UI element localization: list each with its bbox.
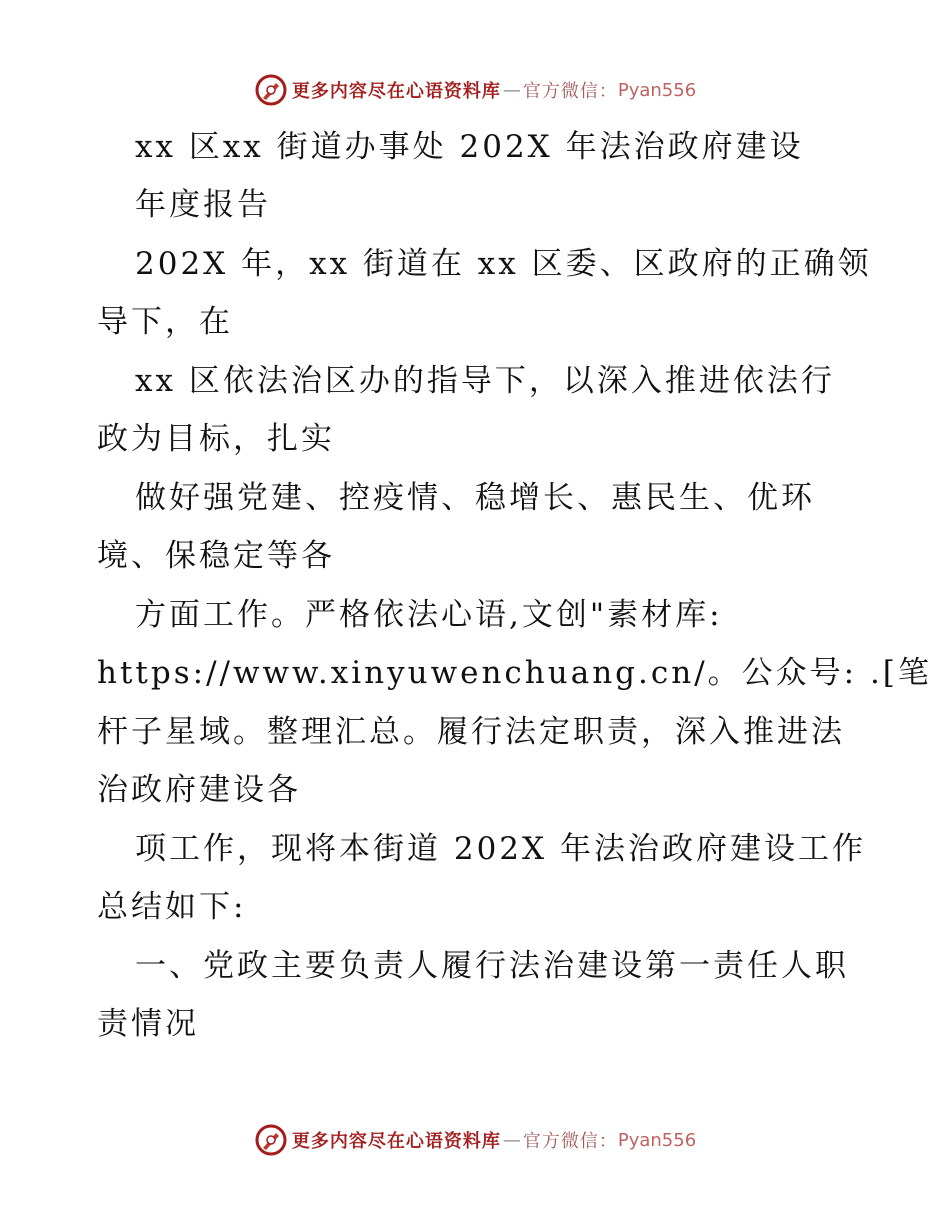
section-heading-line: 一、党政主要负责人履行法治建设第一责任人职 xyxy=(135,948,849,984)
footer-banner xyxy=(0,1120,950,1160)
paragraph-line: 治政府建设各 xyxy=(97,772,301,808)
paragraph-line: 导下，在 xyxy=(97,304,233,340)
paragraph-line-url: https://www.xinyuwenchuang.cn/。公众号: .[笔 xyxy=(97,655,932,691)
paragraph-line: xx 区依法治区办的指导下，以深入推进依法行 xyxy=(135,363,835,399)
banner-slogan: 更多内容尽在心语资料库 xyxy=(291,81,501,102)
doc-title-line-1: xx 区xx 街道办事处 202X 年法治政府建设 xyxy=(135,129,804,165)
paragraph-line: 方面工作。严格依法心语,文创"素材库: xyxy=(135,597,723,633)
pen-circle-logo-icon xyxy=(254,1123,288,1157)
banner-wechat-id: Pyan556 xyxy=(617,79,697,101)
pen-circle-logo-icon xyxy=(254,73,288,107)
paragraph-line: 202X 年，xx 街道在 xx 区委、区政府的正确领 xyxy=(135,246,872,282)
paragraph-line: 做好强党建、控疫情、稳增长、惠民生、优环 xyxy=(135,480,815,516)
banner-wechat-label: 官方微信： xyxy=(522,1131,618,1152)
section-heading-line: 责情况 xyxy=(97,1006,199,1042)
banner-wechat-id: Pyan556 xyxy=(617,1129,697,1151)
banner-slogan: 更多内容尽在心语资料库 xyxy=(291,1131,501,1152)
doc-title-line-2: 年度报告 xyxy=(135,187,271,223)
header-banner xyxy=(0,70,950,110)
paragraph-line: 境、保稳定等各 xyxy=(97,538,335,574)
banner-dash: — xyxy=(502,1129,521,1151)
paragraph-line: 项工作，现将本街道 202X 年法治政府建设工作 xyxy=(135,831,866,867)
paragraph-line: 杆子星域。整理汇总。履行法定职责，深入推进法 xyxy=(97,714,845,750)
paragraph-line: 政为目标，扎实 xyxy=(97,421,335,457)
paragraph-line: 总结如下: xyxy=(97,889,247,925)
banner-dash: — xyxy=(502,79,521,101)
banner-wechat-label: 官方微信： xyxy=(522,81,618,102)
